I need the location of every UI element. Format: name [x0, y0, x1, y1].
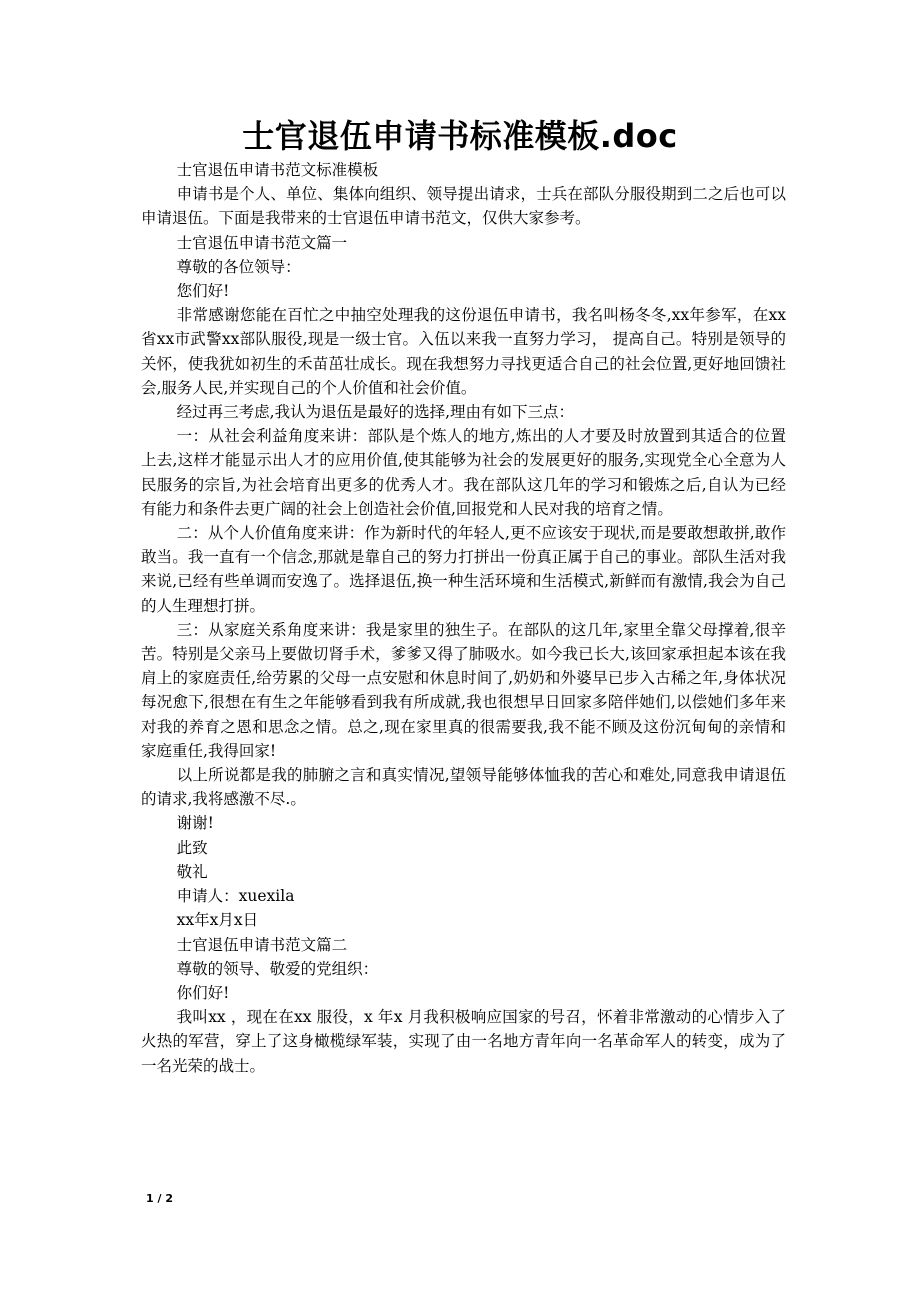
paragraph: 二：从个人价值角度来讲：作为新时代的年轻人,更不应该安于现状,而是要敢想敢拼,敢作敢当。我一直有一个信念,那就是靠自己的努力打拼出一份真正属于自己的事业。部队生活对我来说,已经有些单调而安逸了。选择退伍,换一种生活环境和生活模式,新鲜而有激情,我会为自己的人生理想打拼。: [141, 524, 786, 615]
paragraph: 我叫xx ，现在在xx 服役，x 年x 月我积极响应国家的号召，怀着非常激动的心情步入了火热的军营，穿上了这身橄榄绿军装，实现了由一名地方青年向一名革命军人的转变，成为了一名光荣的战士。: [141, 1008, 786, 1075]
section-heading-one: 士官退伍申请书范文篇一: [176, 233, 348, 252]
section-heading-two: 士官退伍申请书范文篇二: [176, 935, 348, 954]
salutation: 尊敬的各位领导：: [176, 257, 301, 276]
document-body: [141, 158, 786, 1078]
paragraph: 一：从社会利益角度来讲：部队是个炼人的地方,炼出的人才要及时放置到其适合的位置上去,这样才能显示出人才的应用价值,使其能够为社会的发展更好的服务,实现党全心全意为人民服务的宗旨,为社会培育出更多的优秀人才。我在部队这几年的学习和锻炼之后,自认为已经有能力和条件去更广阔的社会上创造社会价值,回报党和人民对我的培育之情。: [141, 427, 786, 518]
paragraph-subtitle: 士官退伍申请书范文标准模板: [176, 161, 379, 179]
page-number: 1 / 2: [146, 1192, 173, 1205]
paragraph-intro: 申请书是个人、单位、集体向组织、领导提出请求，士兵在部队分服役期到二之后也可以申请退伍。下面是我带来的士官退伍申请书范文，仅供大家参考。: [141, 185, 786, 228]
paragraph: 经过再三考虑,我认为退伍是最好的选择,理由有如下三点：: [176, 403, 574, 422]
date-line: xx年x月x日: [176, 911, 259, 930]
closing-thanks: 谢谢!: [176, 814, 214, 833]
paragraph: 三：从家庭关系角度来讲：我是家里的独生子。在部队的这几年,家里全靠父母撑着,很辛苦。特别是父亲马上要做切肾手术，爹爹又得了肺吸水。如今我已长大,该回家承担起本该在我肩上的家庭责任,给劳累的父母一点安慰和休息时间了,奶奶和外婆早已步入古稀之年,身体状况每况愈下,很想在有生之年能够看到我有所成就,我也很想早日回家多陪伴她们,以偿她们多年来对我的养育之恩和思念之情。总之,现在家里真的很需要我,我不能不顾及这份沉甸甸的亲情和家庭重任,我得回家!: [141, 620, 786, 760]
document-title: 士官退伍申请书标准模板.doc: [242, 117, 678, 155]
closing-jingli: 敬礼: [176, 862, 208, 881]
paragraph: 非常感谢您能在百忙之中抽空处理我的这份退伍申请书，我名叫杨冬冬,xx年参军，在xx省xx市武警xx部队服役,现是一级士官。入伍以来我一直努力学习， 提高自己。特别是领导的关怀，使我犹如初生的禾苗茁壮成长。现在我想努力寻找更适合自己的社会位置,更好地回馈社会,服务人民,并实现自己的个人价值和社会价值。: [141, 306, 786, 397]
paragraph: 以上所说都是我的肺腑之言和真实情况,望领导能够体恤我的苦心和难处,同意我申请退伍的请求,我将感激不尽.。: [141, 766, 786, 809]
applicant-line: 申请人：xuexila: [176, 887, 295, 906]
greeting: 你们好!: [176, 983, 230, 1002]
greeting: 您们好!: [176, 282, 230, 301]
closing-cizhi: 此致: [176, 838, 208, 857]
salutation: 尊敬的领导、敬爱的党组织：: [176, 959, 379, 978]
